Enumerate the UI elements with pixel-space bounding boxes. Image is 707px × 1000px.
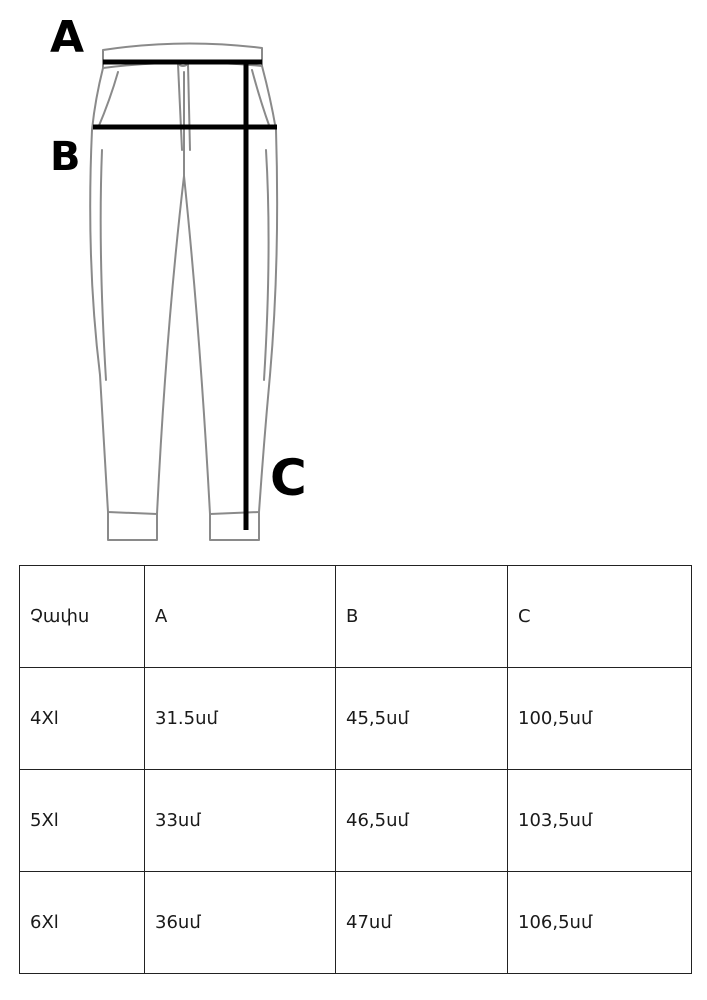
header-c: C	[508, 566, 692, 668]
label-c: C	[270, 449, 307, 507]
table-cell: 103,5սմ	[508, 770, 692, 872]
header-a: A	[145, 566, 336, 668]
table-cell: 100,5սմ	[508, 668, 692, 770]
label-a: A	[50, 12, 85, 63]
table-cell: 47սմ	[336, 872, 508, 974]
table-cell: 106,5սմ	[508, 872, 692, 974]
table-cell: 45,5սմ	[336, 668, 508, 770]
table-cell: 6Xl	[20, 872, 145, 974]
table-cell: 46,5սմ	[336, 770, 508, 872]
table-cell: 33սմ	[145, 770, 336, 872]
header-b: B	[336, 566, 508, 668]
table-cell: 5Xl	[20, 770, 145, 872]
table-header-row	[20, 566, 692, 668]
table-cell: 31.5սմ	[145, 668, 336, 770]
size-table	[19, 565, 692, 974]
table-row	[20, 872, 692, 974]
table-cell: 36սմ	[145, 872, 336, 974]
table-row	[20, 770, 692, 872]
label-b: B	[50, 134, 81, 180]
header-size: Չափս	[20, 566, 145, 668]
table-cell: 4Xl	[20, 668, 145, 770]
table-row	[20, 668, 692, 770]
